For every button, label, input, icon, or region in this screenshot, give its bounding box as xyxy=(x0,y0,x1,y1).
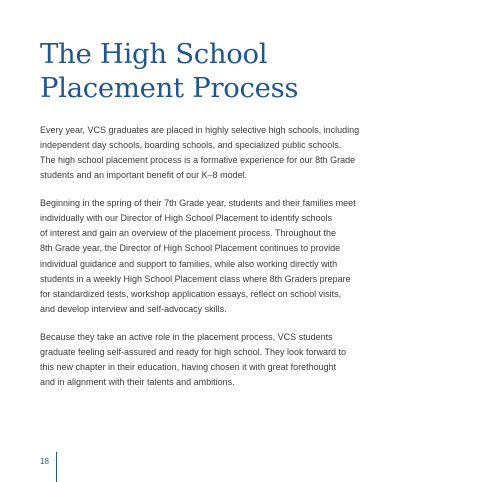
paragraph-line: Beginning in the spring of their 7th Grade year, students and their families meet xyxy=(40,198,356,209)
paragraph-line: students and an important benefit of our K–8 model. xyxy=(40,170,248,181)
paragraph-line: students in a weekly High School Placement class where 8th Graders prepare xyxy=(40,273,351,284)
body-text xyxy=(40,123,360,403)
page-number: 18 xyxy=(40,457,49,466)
footer-divider xyxy=(56,452,57,482)
paragraph-line: and develop interview and self-advocacy skills. xyxy=(40,303,227,314)
paragraph-line: The high school placement process is a formative experience for our 8th Grade xyxy=(40,155,356,166)
paragraph-line: Because they take an active role in the placement process, VCS students xyxy=(40,331,333,342)
paragraph-line: of interest and gain an overview of the placement process. Throughout the xyxy=(40,228,337,239)
paragraph-line: this new chapter in their education, having chosen it with great forethought xyxy=(40,361,337,372)
paragraph-intro xyxy=(40,123,360,183)
paragraph-line: Every year, VCS graduates are placed in highly selective high schools, including xyxy=(40,125,360,135)
paragraph-line: individually with our Director of High School Placement to identify schools xyxy=(40,213,333,224)
page-title-line-2: Placement Process xyxy=(40,72,299,104)
paragraph-outcome xyxy=(40,330,360,390)
paragraph-line: graduate feeling self-assured and ready for high school. They look forward to xyxy=(40,346,347,357)
paragraph-line: and in alignment with their talents and ambitions. xyxy=(40,377,235,387)
paragraph-line: 8th Grade year, the Director of High School Placement continues to provide xyxy=(40,243,341,254)
page-title xyxy=(40,37,460,105)
paragraph-line: for standardized tests, workshop application essays, reflect on school visits, xyxy=(40,288,342,299)
page-title-line-1: The High School xyxy=(40,38,268,70)
page-footer xyxy=(40,452,57,476)
paragraph-process xyxy=(40,196,360,317)
paragraph-line: individual guidance and support to families, while also working directly with xyxy=(40,258,338,269)
paragraph-line: independent day schools, boarding schools, and specialized public schools. xyxy=(40,140,342,151)
